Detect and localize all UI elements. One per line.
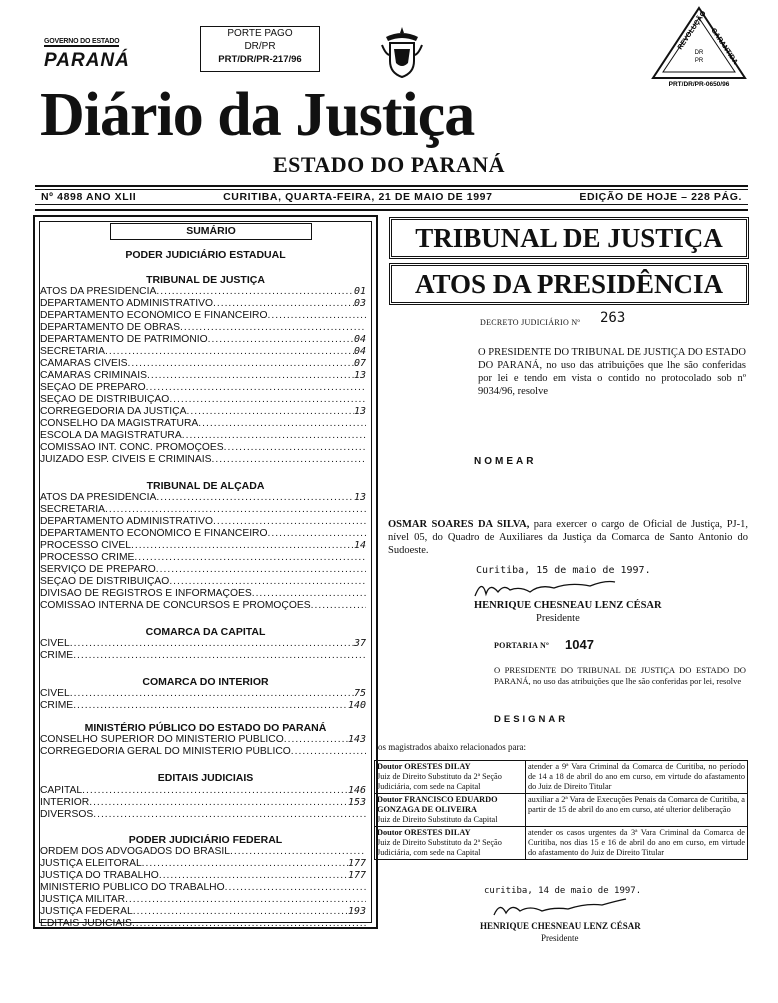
summary-entry-label: EDITAIS JUDICIAIS <box>40 918 132 929</box>
summary-entry[interactable] <box>40 650 366 662</box>
leader-dots <box>73 700 348 712</box>
leader-dots <box>230 846 366 858</box>
atos-banner: ATOS DA PRESIDÊNCIA <box>389 263 749 305</box>
summary-entry[interactable] <box>40 516 366 528</box>
summary-entry-label: CRIME <box>40 700 74 711</box>
summary-entry[interactable] <box>40 358 366 370</box>
summary-entry[interactable] <box>40 430 366 442</box>
summary-entry[interactable] <box>40 870 366 882</box>
leader-dots <box>213 298 354 310</box>
summary-entry[interactable] <box>40 734 366 746</box>
summary-entry[interactable] <box>40 286 366 298</box>
summary-entry[interactable] <box>40 797 366 809</box>
date-1: Curitiba, 15 de maio de 1997. <box>476 565 651 576</box>
summary-section-title: COMARCA DO INTERIOR <box>142 676 269 688</box>
summary-entry-page: 04 <box>353 346 366 357</box>
portaria-label: PORTARIA Nº <box>494 641 550 650</box>
summary-entry-label: JUSTIÇA MILITAR <box>40 894 126 905</box>
decreto-number: 263 <box>600 310 626 326</box>
leader-dots <box>225 882 366 894</box>
issue-edition: EDIÇÃO DE HOJE – 228 PÁG. <box>579 191 742 203</box>
porte-pago-stamp <box>200 26 320 72</box>
designation-row <box>375 761 748 794</box>
summary-entry[interactable] <box>40 552 366 564</box>
summary-entry[interactable] <box>40 785 366 797</box>
designation-row <box>375 827 748 860</box>
summary-entry-label: ATOS DA PRESIDÊNCIA <box>40 492 157 503</box>
svg-text:PR: PR <box>694 58 704 64</box>
summary-entry-page: 13 <box>353 406 366 417</box>
summary-entry[interactable] <box>40 298 366 310</box>
summary-entry[interactable] <box>40 382 366 394</box>
leader-dots <box>128 358 354 370</box>
summary-entry-page: 140 <box>347 700 366 711</box>
leader-dots <box>133 906 348 918</box>
leader-dots <box>70 688 354 700</box>
summary-entry-label: DEPARTAMENTO DE PATRIMÔNIO <box>40 334 208 345</box>
summary-entry-label: DEPARTAMENTO ADMINISTRATIVO <box>40 298 213 309</box>
summary-entry[interactable] <box>40 882 366 894</box>
porte-line-3: PRT/DR/PR-217/96 <box>218 54 302 65</box>
designation-row <box>375 794 748 827</box>
leader-dots <box>93 809 366 821</box>
summary-entry[interactable] <box>40 540 366 552</box>
summary-section-title: MINISTÉRIO PÚBLICO DO ESTADO DO PARANÁ <box>84 722 327 734</box>
leader-dots <box>159 870 348 882</box>
designation-task-cell: atender os casos urgentes da 3ª Vara Criminal da Comarca de Curitiba, nos dias 15 e 16 de abril do ano em curso, em virtude do afastamento do Juiz de Direito Titular <box>526 827 748 860</box>
leader-dots <box>70 638 354 650</box>
judge-detail: Juiz de Direito Substituto da 2ª Seção Judiciária, com sede na Capital <box>377 772 502 791</box>
summary-entry[interactable] <box>40 322 366 334</box>
summary-entry-label: MINISTÉRIO PÚBLICO DO TRABALHO <box>40 882 225 893</box>
porte-line-1: PORTE PAGO <box>227 28 293 39</box>
summary-entry-label: SEÇÃO DE DISTRIBUIÇÃO <box>40 576 170 587</box>
summary-entry[interactable] <box>40 346 366 358</box>
summary-entry[interactable] <box>40 746 366 758</box>
designation-judge-cell <box>375 794 526 827</box>
summary-entry[interactable] <box>40 700 366 712</box>
judge-name: Doutor ORESTES DILAY <box>377 828 471 837</box>
summary-entry[interactable] <box>40 688 366 700</box>
designation-judge-cell <box>375 827 526 860</box>
summary-entry-label: CONSELHO SUPERIOR DO MINISTÉRIO PÚBLICO <box>40 734 284 745</box>
nomeacao-text: para exercer o cargo de Oficial de Justiça, PJ-1, nível 05, do Quadro de Auxiliares da Justiça da Comarca de Santo Antonio do Sudoeste. <box>388 519 748 556</box>
summary-entry-label: ORDEM DOS ADVOGADOS DO BRASIL <box>40 846 230 857</box>
summary-entry-page: 146 <box>347 785 366 796</box>
summary-entry-label: DIVERSOS <box>40 809 94 820</box>
summary-entry[interactable] <box>40 418 366 430</box>
judge-detail: Juiz de Direito Substituto da Capital <box>377 815 498 824</box>
summary-entry[interactable] <box>40 492 366 504</box>
leader-dots <box>213 516 366 528</box>
date-2: curitiba, 14 de maio de 1997. <box>484 886 642 896</box>
leader-dots <box>180 322 366 334</box>
leader-dots <box>125 894 366 906</box>
leader-dots <box>89 797 348 809</box>
portaria-text: O PRESIDENTE DO TRIBUNAL DE JUSTIÇA DO ESTADO DO PARANÁ, no uso das atribuições que lhe são conferidas por lei, resolve <box>494 665 746 686</box>
designation-task-cell: atender a 9ª Vara Criminal da Comarca de Curitiba, no período de 14 a 18 de abril do ano em curso, em virtude do afastamento do Juiz de Direito Titular <box>526 761 748 794</box>
leader-dots <box>156 564 366 576</box>
summary-entry[interactable] <box>40 310 366 322</box>
summary-entry-label: SEÇÃO DE PREPARO <box>40 382 146 393</box>
leader-dots <box>156 492 354 504</box>
summary-entry[interactable] <box>40 638 366 650</box>
leader-dots <box>311 600 366 612</box>
summary-entry-label: CÂMARAS CÍVEIS <box>40 358 128 369</box>
summary-entry-label: ESCOLA DA MAGISTRATURA <box>40 430 182 441</box>
summary-section-title: COMARCA DA CAPITAL <box>145 626 266 638</box>
leader-dots <box>186 406 353 418</box>
summary-entry-label: CAPITAL <box>40 785 83 796</box>
summary-entry-label: PROCESSO CÍVEL <box>40 540 131 551</box>
signer-2: HENRIQUE CHESNEAU LENZ CÉSAR <box>480 921 641 931</box>
porte-line-2: DR/PR <box>244 41 276 52</box>
summary-entry-label: SERVIÇO DE PREPARO <box>40 564 156 575</box>
summary-entry-label: JUSTIÇA DO TRABALHO <box>40 870 159 881</box>
summary-entry-page: 75 <box>353 688 366 699</box>
leader-dots <box>73 650 366 662</box>
summary-entry-page: 37 <box>353 638 366 649</box>
leader-dots <box>146 382 366 394</box>
triangle-side-text: GARANTIDA <box>709 27 739 66</box>
leader-dots <box>224 442 366 454</box>
leader-dots <box>198 418 366 430</box>
summary-section-title: PODER JUDICIÁRIO FEDERAL <box>128 834 283 846</box>
leader-dots <box>134 552 366 564</box>
leader-dots <box>131 540 354 552</box>
summary-entry-label: PROCESSO CRIME <box>40 552 135 563</box>
summary-entry-label: JUIZADO ESP. CÍVEIS E CRIMINAIS <box>40 454 212 465</box>
coat-of-arms-icon <box>378 25 426 81</box>
summary-entry-page: 177 <box>347 870 366 881</box>
issue-info-bar <box>35 185 748 211</box>
summary-entry-label: COMISSÃO INT. CONC. PROMOÇÕES <box>40 442 224 453</box>
summary-entry[interactable] <box>40 406 366 418</box>
summary-entry[interactable] <box>40 809 366 821</box>
leader-dots <box>156 286 354 298</box>
judge-name: Doutor FRANCISCO EDUARDO GONZAGA DE OLIVEIRA <box>377 795 498 814</box>
summary-entry[interactable] <box>40 454 366 466</box>
summary-entry-label: CÍVEL <box>40 638 70 649</box>
triangle-center-text: DR <box>694 50 704 56</box>
leader-dots <box>208 334 354 346</box>
summary-entry[interactable] <box>40 918 366 930</box>
summary-entry-label: DEPARTAMENTO DE OBRAS <box>40 322 180 333</box>
summary-entry-page: 07 <box>353 358 366 369</box>
summary-entry-label: DEPARTAMENTO ECONÔMICO E FINANCEIRO <box>40 310 268 321</box>
summary-entry-label: DIVISÃO DE REGISTROS E INFORMAÇÕES <box>40 588 252 599</box>
revolucao-garantida-stamp <box>651 6 747 88</box>
summary-entry[interactable] <box>40 576 366 588</box>
leader-dots <box>169 576 366 588</box>
summary-heading: SUMÁRIO <box>110 223 312 240</box>
summary-section-title: TRIBUNAL DE ALÇADA <box>146 480 265 492</box>
judge-detail: Juiz de Direito Substituto da 2ª Seção Judiciária, com sede na Capital <box>377 838 502 857</box>
summary-section-title: PODER JUDICIÁRIO ESTADUAL <box>125 249 286 261</box>
decreto-label: DECRETO JUDICIÁRIO Nº <box>480 318 581 327</box>
summary-entry[interactable] <box>40 588 366 600</box>
summary-entry-label: INTERIOR <box>40 797 90 808</box>
summary-entry-label: JUSTIÇA FEDERAL <box>40 906 133 917</box>
summary-entry-label: COMISSÃO INTERNA DE CONCURSOS E PROMOÇÕES <box>40 600 311 611</box>
summary-entry[interactable] <box>40 564 366 576</box>
leader-dots <box>284 734 348 746</box>
summary-entry-label: CRIME <box>40 650 74 661</box>
designation-judge-cell <box>375 761 526 794</box>
leader-dots <box>268 310 366 322</box>
summary-entry[interactable] <box>40 906 366 918</box>
summary-entry[interactable] <box>40 528 366 540</box>
summary-entry-label: CORREGEDORIA DA JUSTIÇA <box>40 406 187 417</box>
designation-task-cell: auxiliar a 2ª Vara de Execuções Penais da Comarca de Curitiba, a partir de 15 de abril do ano em curso, até ulterior deliberação <box>526 794 748 827</box>
governo-label: GOVERNO DO ESTADO <box>44 38 120 45</box>
summary-entry-page: 03 <box>353 298 366 309</box>
summary-entry-page: 177 <box>347 858 366 869</box>
designations-table <box>374 760 748 860</box>
summary-box <box>33 215 378 929</box>
leader-dots <box>82 785 348 797</box>
summary-entry[interactable] <box>40 846 366 858</box>
summary-entry-label: CONSELHO DA MAGISTRATURA <box>40 418 199 429</box>
leader-dots <box>132 918 366 930</box>
summary-section-title: TRIBUNAL DE JUSTIÇA <box>146 274 265 286</box>
summary-entry[interactable] <box>40 394 366 406</box>
summary-entry[interactable] <box>40 334 366 346</box>
summary-entry[interactable] <box>40 600 366 612</box>
summary-entry-label: SECRETARIA <box>40 504 106 515</box>
judge-name: Doutor ORESTES DILAY <box>377 762 471 771</box>
summary-entry-page: 01 <box>353 286 366 297</box>
summary-section-title: EDITAIS JUDICIAIS <box>157 772 254 784</box>
summary-entry-page: 04 <box>353 334 366 345</box>
summary-entry-page: 13 <box>353 492 366 503</box>
nomeacao-paragraph <box>388 518 748 557</box>
summary-entry[interactable] <box>40 894 366 906</box>
summary-entry[interactable] <box>40 504 366 516</box>
summary-entry-label: JUSTIÇA ELEITORAL <box>40 858 142 869</box>
summary-entry-page: 13 <box>353 370 366 381</box>
summary-entry-page: 14 <box>353 540 366 551</box>
designar-heading: DESIGNAR <box>494 714 569 725</box>
summary-entry-label: ATOS DA PRESIDÊNCIA <box>40 286 157 297</box>
signature-2 <box>490 897 630 921</box>
magistrados-intro: os magistrados abaixo relacionados para: <box>378 742 526 752</box>
summary-entry-label: CÂMARAS CRIMINAIS <box>40 370 147 381</box>
triangle-top-text: REVOLUÇÃO <box>676 10 708 52</box>
leader-dots <box>268 528 366 540</box>
nomeado-name: OSMAR SOARES DA SILVA, <box>388 519 530 530</box>
leader-dots <box>105 346 354 358</box>
summary-entry-label: DEPARTAMENTO ADMINISTRATIVO <box>40 516 213 527</box>
leader-dots <box>211 454 366 466</box>
leader-dots <box>291 746 366 758</box>
leader-dots <box>169 394 366 406</box>
issue-number: Nº 4898 ANO XLII <box>41 191 137 203</box>
signature-1 <box>470 576 620 602</box>
summary-entry-label: CORREGEDORIA GERAL DO MINISTÉRIO PÚBLICO <box>40 746 291 757</box>
issue-place-date: CURITIBA, QUARTA-FEIRA, 21 DE MAIO DE 1997 <box>223 191 493 203</box>
tribunal-banner: TRIBUNAL DE JUSTIÇA <box>389 217 749 259</box>
summary-entry-label: DEPARTAMENTO ECONÔMICO E FINANCEIRO <box>40 528 268 539</box>
summary-entry[interactable] <box>40 442 366 454</box>
summary-entry-label: SECRETARIA <box>40 346 106 357</box>
newspaper-title: Diário da Justiça <box>40 81 475 149</box>
leader-dots <box>182 430 366 442</box>
leader-dots <box>105 504 366 516</box>
summary-entry[interactable] <box>40 370 366 382</box>
leader-dots <box>142 858 348 870</box>
signer-1: HENRIQUE CHESNEAU LENZ CÉSAR <box>474 600 662 611</box>
parana-logo-text: PARANÁ <box>44 50 130 71</box>
summary-entry-label: CÍVEL <box>40 688 70 699</box>
summary-entry-page: 153 <box>347 797 366 808</box>
state-subtitle: ESTADO DO PARANÁ <box>272 152 506 177</box>
leader-dots <box>147 370 354 382</box>
role-1: Presidente <box>536 613 580 624</box>
summary-entry-label: SEÇÃO DE DISTRIBUIÇÃO <box>40 394 170 405</box>
role-2: Presidente <box>541 933 579 943</box>
portaria-number: 1047 <box>565 637 594 652</box>
summary-entry-page: 143 <box>347 734 366 745</box>
governo-logo <box>44 30 134 72</box>
summary-entry-page: 193 <box>347 906 366 917</box>
decreto-text: O PRESIDENTE DO TRIBUNAL DE JUSTIÇA DO ESTADO DO PARANÁ, no uso das atribuições que lhe são conferidas por lei e tendo em vista o contido no protocolado sob nº 9034/96, resolve <box>478 347 746 397</box>
triangle-bottom-text: PRT/DR/PR-0650/96 <box>668 81 730 88</box>
leader-dots <box>252 588 366 600</box>
summary-entry[interactable] <box>40 858 366 870</box>
nomear-heading: NOMEAR <box>474 456 537 467</box>
